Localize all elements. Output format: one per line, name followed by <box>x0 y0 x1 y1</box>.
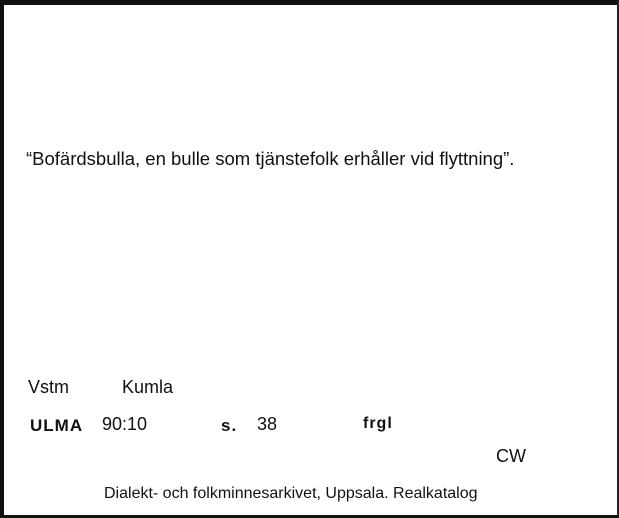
recorder-initials: CW <box>496 446 526 466</box>
card-left-edge <box>0 0 4 518</box>
archive-footer: Dialekt- och folkminnesarkivet, Uppsala. Realkatalog <box>104 485 478 502</box>
page-label: s. <box>221 416 238 435</box>
volume-number: 90:10 <box>102 414 148 434</box>
parish-name: Kumla <box>122 377 174 397</box>
card-quote: “Bofärdsbulla, en bulle som tjänstefolk erhåller vid flyttning”. <box>26 148 515 169</box>
page-number: 38 <box>257 414 278 434</box>
category-code: frgl <box>363 415 393 432</box>
card-top-edge <box>0 0 619 5</box>
region-code: Vstm <box>28 377 70 397</box>
archive-code: ULMA <box>30 416 84 435</box>
